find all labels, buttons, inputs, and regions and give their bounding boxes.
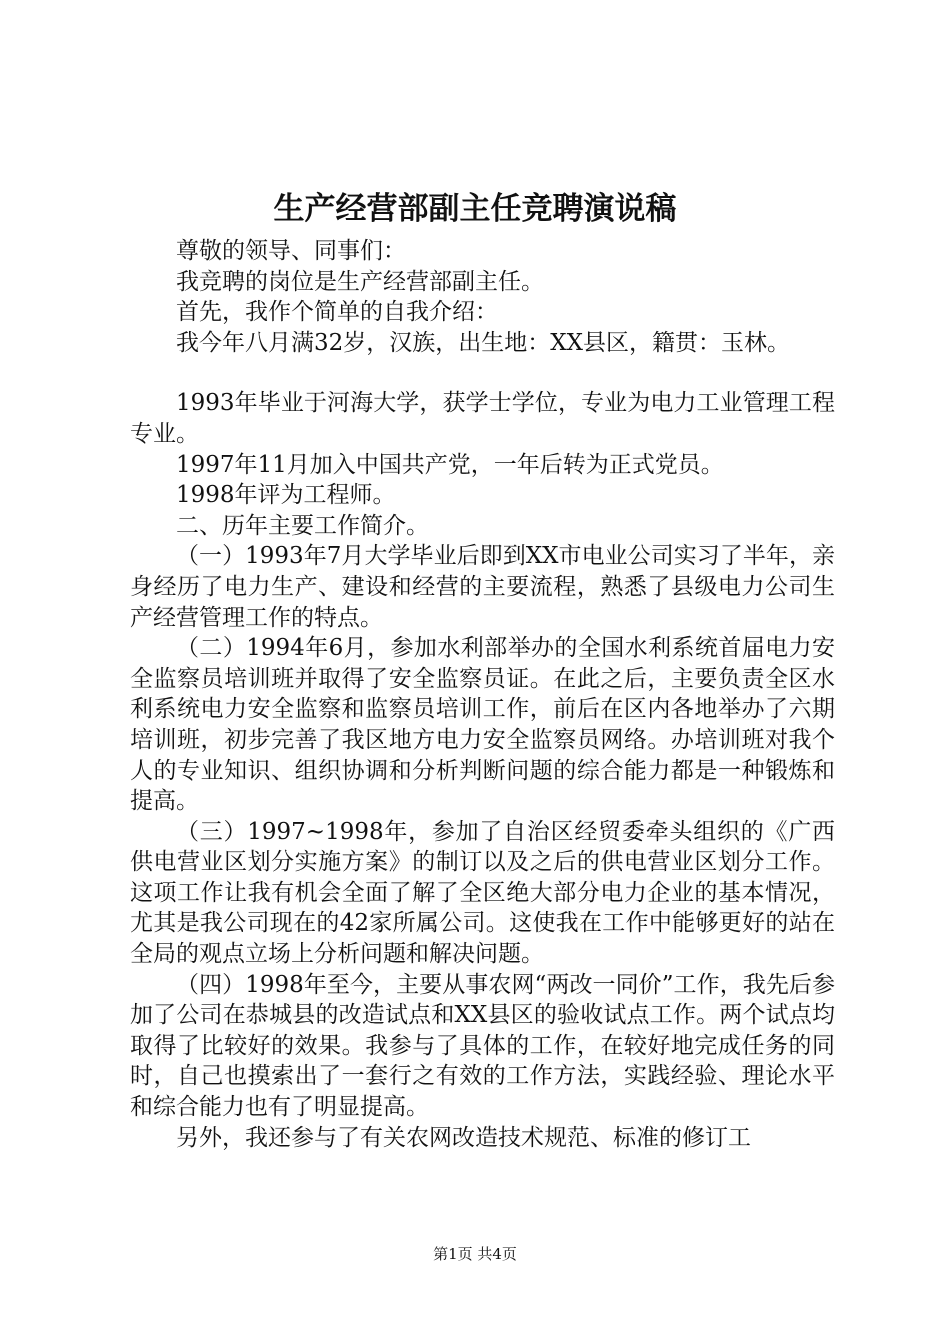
page-number-footer: 第1页 共4页: [433, 1245, 517, 1263]
paragraph-section-heading: 二、历年主要工作简介。: [176, 512, 429, 539]
paragraph-intro: 首先，我作个简单的自我介绍：: [176, 299, 498, 326]
paragraph-personal-info: 我今年八月满32岁，汉族，出生地：XX县区，籍贯：玉林。: [176, 329, 791, 356]
document-title: 生产经营部副主任竞聘演说稿: [273, 191, 677, 227]
paragraph-education: 1993年毕业于河海大学，获学士学位，专业为电力工业管理工程专业。: [130, 390, 835, 447]
paragraph-work-1: （一）1993年7月大学毕业后即到XX市电业公司实习了半年，亲身经历了电力生产、建设和经营的主要流程，熟悉了县级电力公司生产经营管理工作的特点。: [130, 543, 835, 631]
paragraph-work-3: （三）1997~1998年，参加了自治区经贸委牵头组织的《广西供电营业区划分实施方案》的制订以及之后的供电营业区划分工作。这项工作让我有机会全面了解了全区绝大部分电力企业的基本情况，尤其是我公司现在的42家所属公司。这使我在工作中能够更好的站在全局的观点立场上分析问题和解决问题。: [130, 818, 835, 968]
paragraph-work-4: （四）1998年至今，主要从事农网“两改一同价”工作，我先后参加了公司在恭城县的改造试点和XX县区的验收试点工作。两个试点均取得了比较好的效果。我参与了具体的工作，在较好地完成任务的同时，自己也摸索出了一套行之有效的工作方法，实践经验、理论水平和综合能力也有了明显提高。: [130, 971, 835, 1121]
document-body: [130, 236, 835, 1153]
paragraph-greeting: 尊敬的领导、同事们：: [176, 238, 406, 264]
paragraph-engineer: 1998年评为工程师。: [176, 482, 396, 509]
paragraph-position: 我竞聘的岗位是生产经营部副主任。: [176, 268, 544, 295]
paragraph-additional: 另外，我还参与了有关农网改造技术规范、标准的修订工: [176, 1124, 751, 1151]
paragraph-work-2: （二）1994年6月，参加水利部举办的全国水利系统首届电力安全监察员培训班并取得了安全监察员证。在此之后，主要负责全区水利系统电力安全监察和监察员培训工作，前后在区内各地举办了六期培训班，初步完善了我区地方电力安全监察员网络。办培训班对我个人的专业知识、组织协调和分析判断问题的综合能力都是一种锻炼和提高。: [130, 635, 835, 815]
paragraph-party: 1997年11月加入中国共产党，一年后转为正式党员。: [176, 451, 724, 478]
